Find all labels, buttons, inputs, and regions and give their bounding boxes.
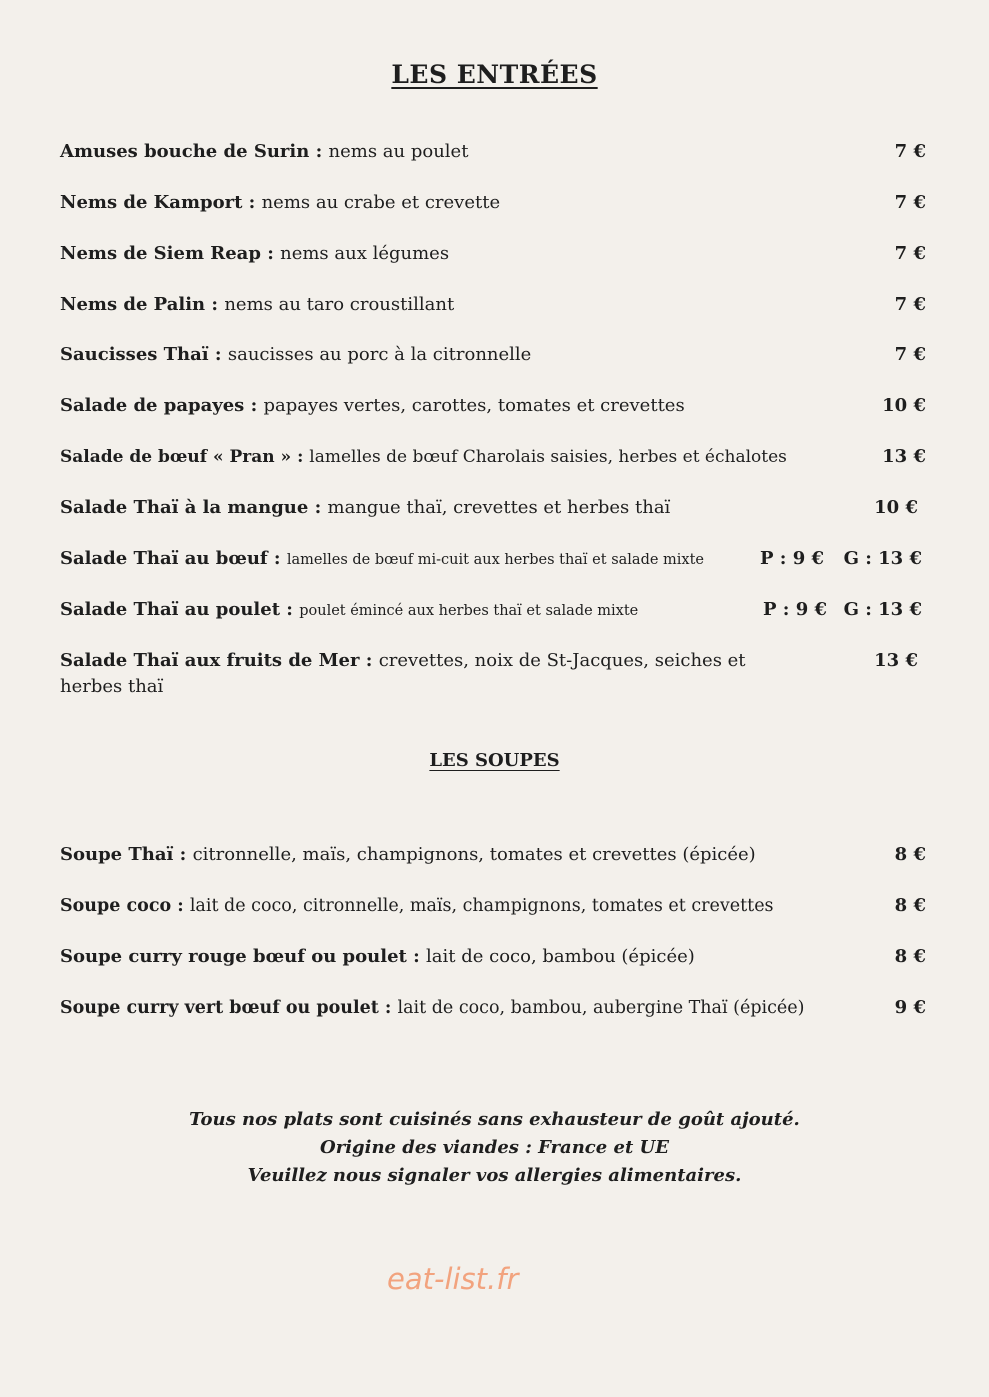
item-name: Salade Thaï à la mangue — [60, 497, 309, 518]
menu-item: Nems de Kamport : nems au crabe et crevette 7 € — [60, 190, 926, 216]
item-price: 13 € — [874, 650, 918, 671]
entrees-title: LES ENTRÉES — [391, 60, 598, 89]
item-desc: crevettes, noix de St-Jacques, seiches et herbes thaï — [60, 650, 746, 697]
item-name: Nems de Palin — [60, 294, 206, 315]
item-name: Amuses bouche de Surin — [60, 141, 310, 162]
item-desc: nems aux légumes — [280, 243, 450, 264]
item-price-small: P : 9 € — [760, 548, 825, 569]
item-desc: nems au poulet — [328, 141, 469, 162]
menu-item: Nems de Palin : nems au taro croustillant 7 € — [60, 292, 926, 318]
menu-item: Salade de papayes : papayes vertes, carottes, tomates et crevettes 10 € — [60, 393, 926, 419]
item-name: Salade de papayes — [60, 395, 245, 416]
item-desc: lait de coco, bambou, aubergine Thaï (épicée) — [397, 998, 805, 1018]
menu-item: Amuses bouche de Surin : nems au poulet 7 € — [60, 139, 926, 165]
item-price: 7 € — [894, 344, 926, 365]
watermark: eat-list.fr — [387, 1262, 519, 1296]
item-price: 7 € — [894, 243, 926, 264]
item-desc: saucisses au porc à la citronnelle — [227, 344, 532, 365]
footer-line: Tous nos plats sont cuisinés sans exhausteur de goût ajouté. — [189, 1109, 800, 1130]
item-name: Nems de Siem Reap — [60, 243, 261, 264]
item-price: 7 € — [894, 294, 926, 315]
item-desc: poulet émincé aux herbes thaï et salade mixte — [299, 603, 639, 619]
item-desc: mangue thaï, crevettes et herbes thaï — [327, 497, 671, 518]
menu-item: Saucisses Thaï : saucisses au porc à la citronnelle 7 € — [60, 342, 926, 368]
item-price: 10 € — [874, 497, 918, 518]
item-price: 7 € — [894, 141, 926, 162]
item-name: Soupe curry rouge bœuf ou poulet — [60, 946, 407, 967]
item-name: Soupe Thaï — [60, 844, 174, 865]
item-price: 10 € — [882, 395, 926, 416]
item-desc: citronnelle, maïs, champignons, tomates et crevettes (épicée) — [192, 844, 756, 865]
item-price: 7 € — [894, 192, 926, 213]
item-name: Salade Thaï aux fruits de Mer — [60, 650, 360, 671]
menu-item: Salade Thaï aux fruits de Mer : crevettes, noix de St-Jacques, seiches et herbes thaï 13 € — [60, 650, 918, 697]
footer-line: Veuillez nous signaler vos allergies alimentaires. — [247, 1165, 742, 1186]
menu-item: Soupe coco : lait de coco, citronnelle, maïs, champignons, tomates et crevettes 8 € — [60, 893, 926, 919]
menu-item: Salade de bœuf « Pran » : lamelles de bœuf Charolais saisies, herbes et échalotes 13 € — [60, 444, 926, 470]
item-price: 8 € — [894, 844, 926, 865]
item-desc: lait de coco, citronnelle, maïs, champignons, tomates et crevettes — [189, 896, 774, 916]
item-desc: papayes vertes, carottes, tomates et crevettes — [263, 395, 685, 416]
menu-item: Salade Thaï au bœuf : lamelles de bœuf mi-cuit aux herbes thaï et salade mixte P : 9 € G : 13 € — [60, 546, 926, 573]
item-price-large: G : 13 € — [843, 599, 922, 620]
item-desc: nems au taro croustillant — [224, 294, 455, 315]
item-name: Salade de bœuf « Pran » — [60, 447, 292, 467]
item-name: Soupe curry vert bœuf ou poulet — [60, 998, 379, 1018]
footer-notes — [0, 1106, 989, 1190]
soupes-title: LES SOUPES — [429, 750, 560, 771]
item-price: 8 € — [894, 946, 926, 967]
menu-item: Nems de Siem Reap : nems aux légumes 7 € — [60, 241, 926, 267]
menu-item: Soupe curry rouge bœuf ou poulet : lait de coco, bambou (épicée) 8 € — [60, 944, 926, 970]
item-desc: nems au crabe et crevette — [261, 192, 501, 213]
item-name: Salade Thaï au poulet — [60, 599, 281, 620]
item-name: Nems de Kamport — [60, 192, 243, 213]
item-name: Saucisses Thaï — [60, 344, 209, 365]
item-price-small: P : 9 € — [763, 599, 828, 620]
item-price: 9 € — [894, 997, 926, 1018]
item-desc: lamelles de bœuf mi-cuit aux herbes thaï et salade mixte — [286, 552, 705, 568]
item-price: 8 € — [894, 895, 926, 916]
menu-item: Salade Thaï au poulet : poulet émincé aux herbes thaï et salade mixte P : 9 € G : 13 € — [60, 597, 926, 624]
menu-item: Soupe Thaï : citronnelle, maïs, champignons, tomates et crevettes (épicée) 8 € — [60, 842, 926, 868]
footer-line: Origine des viandes : France et UE — [320, 1137, 669, 1158]
item-desc: lamelles de bœuf Charolais saisies, herbes et échalotes — [309, 447, 787, 467]
menu-item: Soupe curry vert bœuf ou poulet : lait de coco, bambou, aubergine Thaï (épicée) 9 € — [60, 995, 926, 1021]
item-name: Salade Thaï au bœuf — [60, 548, 268, 569]
item-name: Soupe coco — [60, 896, 172, 916]
item-price-large: G : 13 € — [843, 548, 922, 569]
item-price: 13 € — [882, 446, 926, 467]
item-desc: lait de coco, bambou (épicée) — [426, 946, 695, 967]
menu-item: Salade Thaï à la mangue : mangue thaï, crevettes et herbes thaï 10 € — [60, 495, 918, 521]
